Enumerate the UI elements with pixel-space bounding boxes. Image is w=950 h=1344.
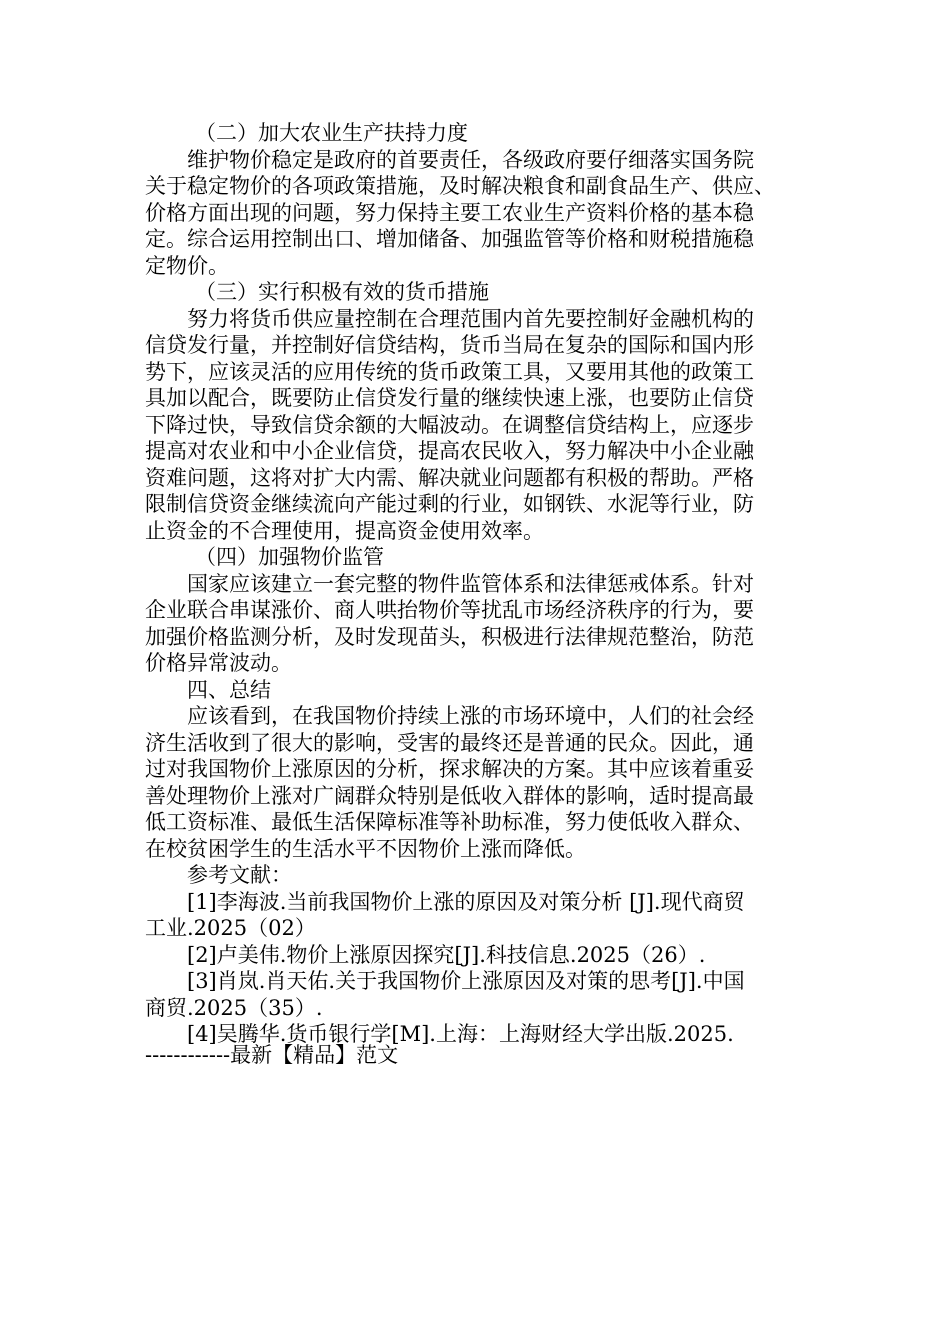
paragraph-line: 资难问题，这将对扩大内需、解决就业问题都有积极的帮助。严格 — [145, 465, 754, 490]
paragraph-line: 善处理物价上涨对广阔群众特别是低收入群体的影响，适时提高最 — [145, 783, 754, 808]
references-heading: 参考文献： — [187, 863, 292, 887]
footer-label: ------------最新【精品】范文 — [145, 1043, 399, 1067]
paragraph-line: 下降过快，导致信贷余额的大幅波动。在调整信贷结构上，应逐步 — [145, 412, 754, 437]
paragraph-line: 关于稳定物价的各项政策措施，及时解决粮食和副食品生产、供应、 — [145, 174, 775, 198]
reference-item: [3]肖岚.肖天佑.关于我国物价上涨原因及对策的思考[J].中国 — [187, 969, 745, 993]
paragraph-line: 过对我国物价上涨原因的分析，探求解决的方案。其中应该着重妥 — [145, 757, 754, 781]
paragraph-line: 国家应该建立一套完整的物件监管体系和法律惩戒体系。针对 — [187, 571, 754, 596]
paragraph-line: 努力将货币供应量控制在合理范围内首先要控制好金融机构的 — [187, 306, 754, 331]
paragraph-line: 止资金的不合理使用，提高资金使用效率。 — [145, 518, 544, 543]
section-heading: （四）加强物价监管 — [195, 545, 384, 569]
reference-item: 商贸.2025（35）. — [145, 995, 323, 1020]
paragraph-line: 在校贫困学生的生活水平不因物价上涨而降低。 — [145, 836, 586, 861]
paragraph-line: 限制信贷资金继续流向产能过剩的行业，如钢铁、水泥等行业，防 — [145, 492, 754, 516]
reference-item: [2]卢美伟.物价上涨原因探究[J].科技信息.2025（26）. — [187, 942, 706, 967]
paragraph-line: 价格方面出现的问题，努力保持主要工农业生产资料价格的基本稳 — [145, 200, 754, 225]
reference-item: [1]李海波.当前我国物价上涨的原因及对策分析 [J].现代商贸 — [187, 889, 745, 914]
paragraph-line: 价格异常波动。 — [145, 651, 292, 675]
section-heading: 四、总结 — [187, 677, 271, 702]
paragraph-line: 济生活收到了很大的影响，受害的最终还是普通的民众。因此，通 — [145, 730, 754, 755]
paragraph-line: 应该看到，在我国物价持续上涨的市场环境中，人们的社会经 — [187, 704, 754, 728]
paragraph-line: 具加以配合，既要防止信贷发行量的继续快速上涨，也要防止信贷 — [145, 386, 754, 410]
section-heading: （二）加大农业生产扶持力度 — [195, 121, 468, 145]
reference-item: [4]吴腾华.货币银行学[M].上海：上海财经大学出版.2025. — [187, 1022, 734, 1046]
document-body — [145, 120, 810, 1048]
reference-item: 工业.2025（02） — [145, 916, 316, 940]
paragraph-line: 加强价格监测分析，及时发现苗头，积极进行法律规范整治，防范 — [145, 624, 754, 649]
paragraph-line: 信贷发行量，并控制好信贷结构，货币当局在复杂的国际和国内形 — [145, 333, 754, 357]
paragraph-line: 定物价。 — [145, 253, 229, 278]
section-heading: （三）实行积极有效的货币措施 — [195, 280, 489, 304]
paragraph-line: 维护物价稳定是政府的首要责任，各级政府要仔细落实国务院 — [187, 147, 754, 172]
paragraph-line: 低工资标准、最低生活保障标准等补助标准，努力使低收入群众、 — [145, 810, 754, 834]
paragraph-line: 提高对农业和中小企业信贷，提高农民收入，努力解决中小企业融 — [145, 439, 754, 463]
paragraph-line: 企业联合串谋涨价、商人哄抬物价等扰乱市场经济秩序的行为，要 — [145, 598, 754, 622]
paragraph-line: 定。综合运用控制出口、增加储备、加强监管等价格和财税措施稳 — [145, 227, 754, 251]
paragraph-line: 势下，应该灵活的应用传统的货币政策工具，又要用其他的政策工 — [145, 359, 754, 384]
